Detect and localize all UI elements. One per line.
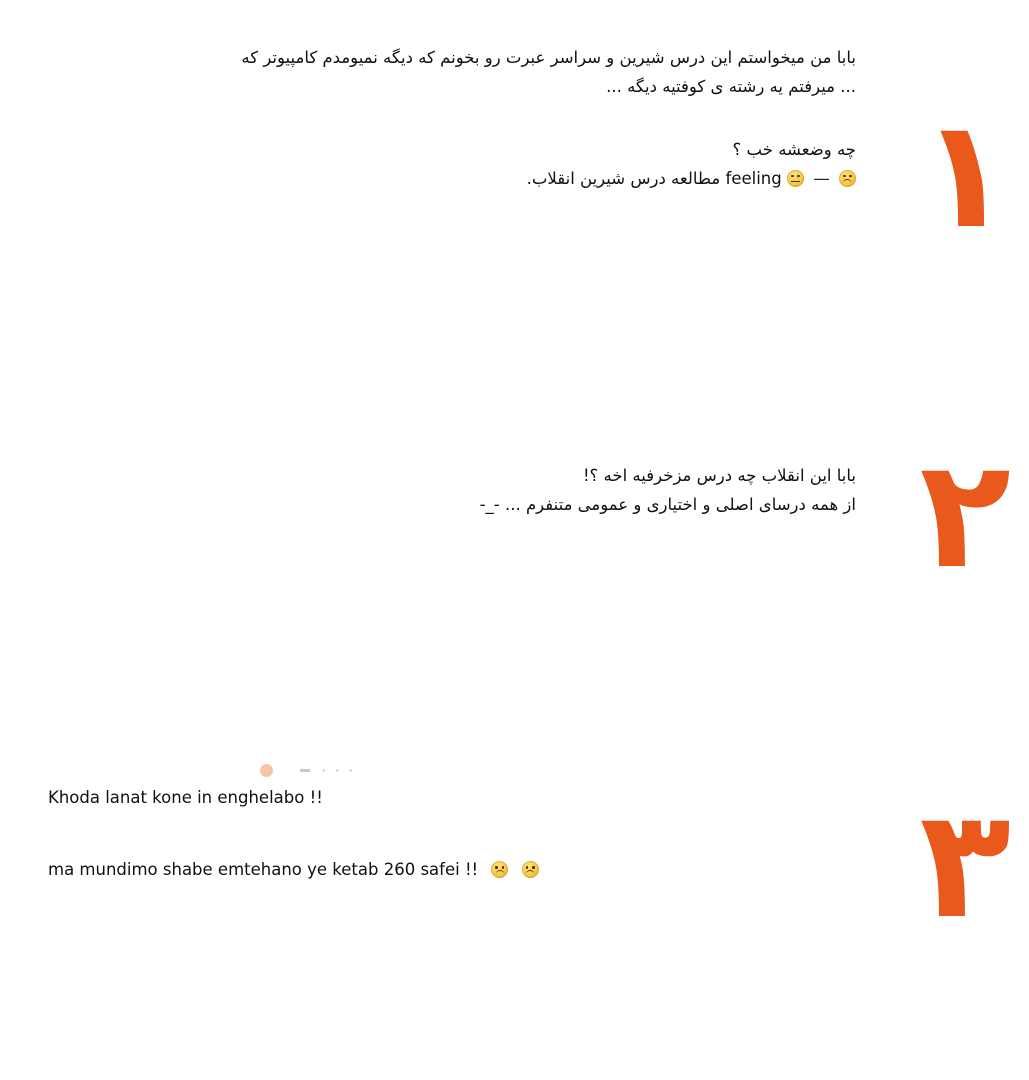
neutral-face-icon [787, 170, 804, 187]
post-3-line-1: Khoda lanat kone in enghelabo !! [48, 788, 323, 807]
text-fragment [300, 769, 310, 772]
ellipsis-fragment: · · · [321, 761, 356, 780]
post-3-line-2-wrapper [0, 856, 539, 885]
post-3-line-2: ma mundimo shabe emtehano ye ketab 260 safei !! [48, 860, 479, 879]
marker-three: ۳ [919, 778, 1011, 952]
marker-one: ۱ [919, 88, 1011, 262]
post-2-line-1: بابا این انقلاب چه درس مزخرفیه اخه ؟! [582, 466, 856, 485]
post-1-feeling-line [0, 165, 856, 194]
post-1-paragraph [0, 44, 900, 102]
post-1-paragraph-2 [0, 136, 900, 194]
post-1 [0, 44, 900, 194]
post-1-line-1: بابا من میخواستم این درس شیرین و سراسر عبرت رو بخونم که دیگه نمیومدم کامپیوتر که [241, 48, 856, 67]
frowning-face-icon [522, 861, 539, 878]
frowning-face-icon [839, 170, 856, 187]
post-1-line-3: چه وضعشه خب ؟ [732, 139, 856, 159]
frowning-face-icon [491, 861, 508, 878]
post-2-paragraph [0, 462, 900, 520]
post-2 [0, 462, 900, 520]
feeling-word: feeling [725, 168, 782, 188]
post-1-feeling-text: مطالعه درس شیرین انقلاب. [526, 168, 721, 188]
post-3-cut-off-header [260, 760, 400, 782]
em-dash: — [813, 168, 830, 188]
avatar [260, 764, 273, 777]
post-1-line-2: ... میرفتم یه رشته ی کوفتیه دیگه ... [606, 76, 856, 96]
post-2-line-2: از همه درسای اصلی و اختیاری و عمومی متنفرم ... -_- [479, 494, 856, 514]
marker-two: ۲ [919, 428, 1011, 602]
